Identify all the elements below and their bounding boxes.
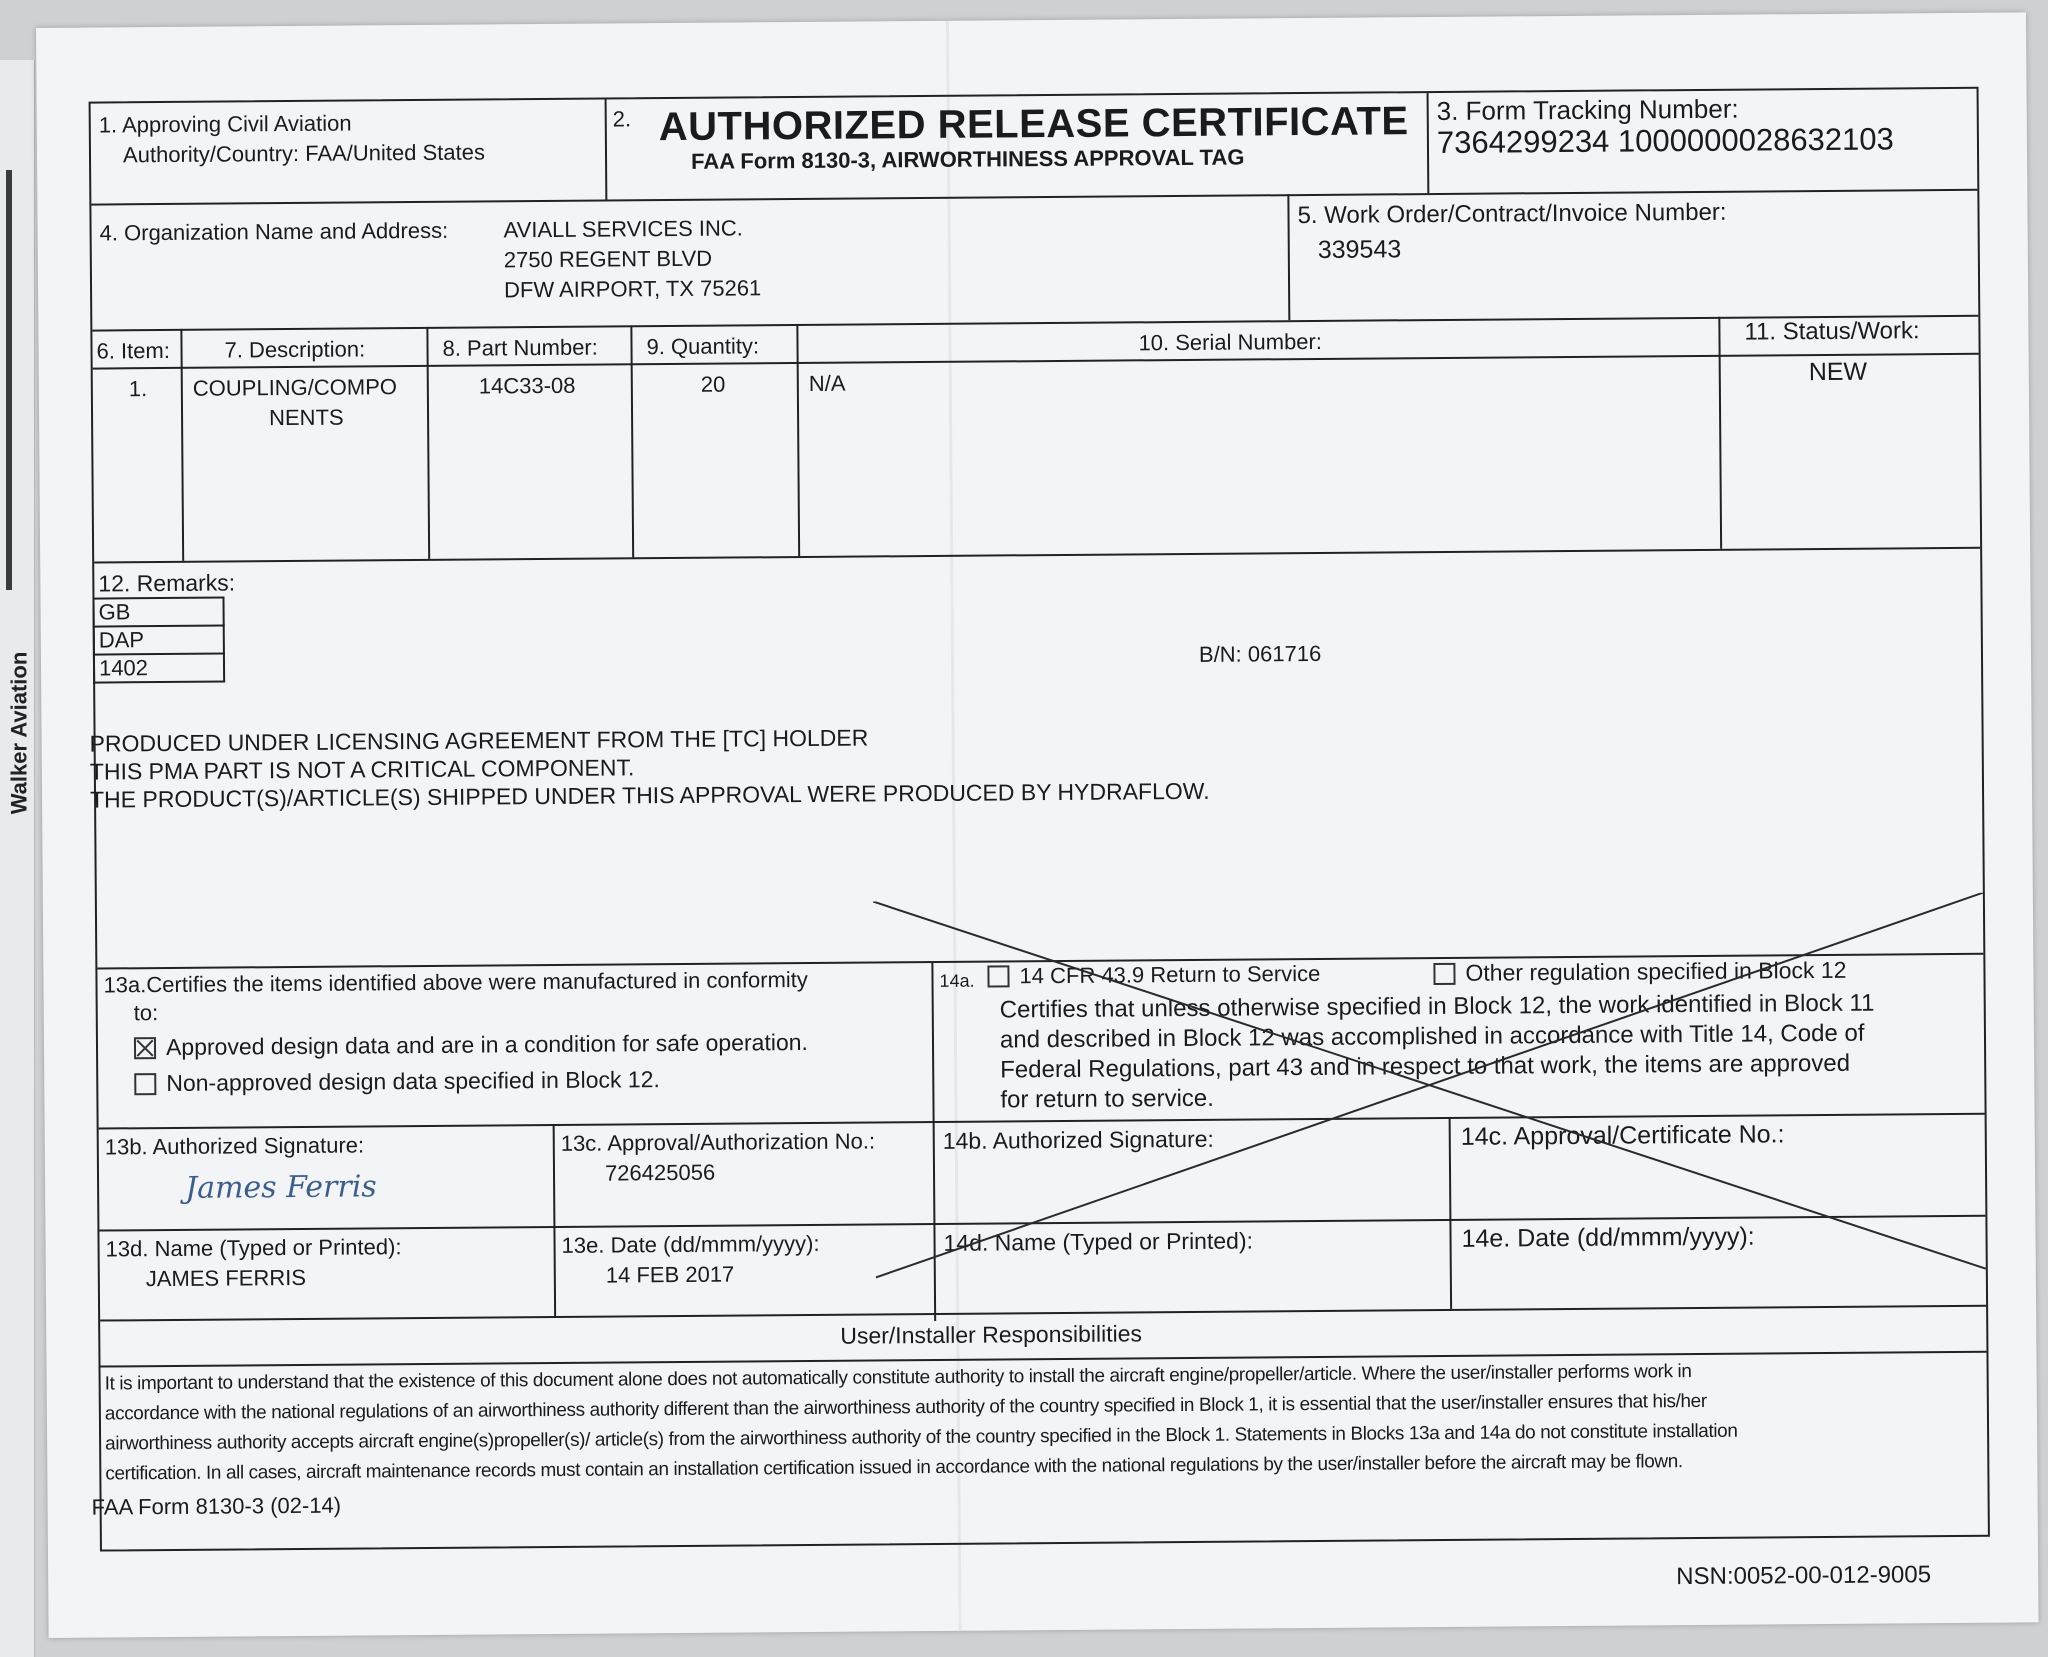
release-date: 14 FEB 2017 — [605, 1261, 735, 1288]
status-value: NEW — [1808, 357, 1868, 387]
block14-crossout — [873, 893, 1990, 1282]
remarks-code: 1402 — [94, 654, 224, 683]
description-line1: COUPLING/COMPO — [192, 374, 398, 401]
serial-number-value: N/A — [808, 370, 846, 396]
non-approved-design-option[interactable] — [134, 1065, 660, 1097]
part-number-header: 8. Part Number: — [442, 334, 598, 361]
responsibilities-line2: accordance with the national regulations of an airworthiness authority different than the airworthiness authority of the country specified in Block 1, it is essential that the user/installer ensures that his/her — [104, 1390, 1707, 1425]
work-order-number: 339543 — [1317, 235, 1402, 264]
responsibilities-title: User/Installer Responsibilities — [840, 1320, 1143, 1349]
approval-number: 726425056 — [604, 1159, 716, 1186]
remarks-code: GB — [93, 598, 223, 627]
block13e-label: 13e. Date (dd/mmm/yyyy): — [561, 1230, 820, 1258]
form-id: FAA Form 8130-3 (02-14) — [91, 1492, 342, 1520]
org-address-line1: 2750 REGENT BLVD — [503, 245, 713, 273]
remarks-line2: THIS PMA PART IS NOT A CRITICAL COMPONENT. — [89, 754, 635, 785]
remarks-line3: THE PRODUCT(S)/ARTICLE(S) SHIPPED UNDER THIS APPROVAL WERE PRODUCED BY HYDRAFLOW. — [89, 777, 1210, 813]
form-subtitle: FAA Form 8130-3, AIRWORTHINESS APPROVAL TAG — [690, 144, 1245, 174]
block14a-text3: Federal Regulations, part 43 and in respect to that work, the items are approved — [1000, 1049, 1851, 1084]
adjacent-document-strip — [0, 60, 35, 1657]
status-work-header: 11. Status/Work: — [1744, 317, 1920, 346]
block14a-text2: and described in Block 12 was accomplished in accordance with Title 14, Code of — [999, 1019, 1865, 1054]
other-regulation-text: Other regulation specified in Block 12 — [1465, 956, 1847, 986]
block1-label-line1: 1. Approving Civil Aviation — [98, 110, 352, 138]
quantity-header: 9. Quantity: — [646, 333, 760, 360]
block14a-number: 14a. — [939, 970, 975, 991]
block1-label-line2: Authority/Country: FAA/United States — [122, 139, 486, 168]
block13a-line1: 13a.Certifies the items identified above were manufactured in conformity — [103, 966, 808, 998]
block13d-label: 13d. Name (Typed or Printed): — [105, 1234, 402, 1262]
block2-number: 2. — [612, 106, 632, 132]
certificate-sheet — [36, 12, 2039, 1638]
description-header: 7. Description: — [224, 336, 366, 363]
approved-design-option[interactable] — [134, 1028, 808, 1061]
strip-dark-edge — [6, 170, 12, 590]
part-number-value: 14C33-08 — [478, 372, 576, 399]
block14d-label: 14d. Name (Typed or Printed): — [943, 1227, 1254, 1256]
item-number: 1. — [128, 376, 148, 402]
serial-number-header: 10. Serial Number: — [1138, 328, 1323, 356]
batch-number: B/N: 061716 — [1198, 640, 1322, 667]
non-approved-design-text: Non-approved design data specified in Block 12. — [166, 1066, 660, 1097]
responsibilities-line4: certification. In all cases, aircraft maintenance records must contain an installation certification issued in accordance with the national regulations by the user/installer before the aircraft may be flown. — [105, 1451, 1683, 1485]
responsibilities-line3: airworthiness authority accepts aircraft engine(s)propeller(s)/ article(s) from the airworthiness authority of the country specified in the Block 1. Statements in Blocks 13a and 14a do not constitute installation — [105, 1420, 1738, 1455]
remarks-code-table — [92, 597, 225, 684]
block14b-label: 14b. Authorized Signature: — [942, 1125, 1214, 1154]
adjacent-document-text: Walker Aviation — [6, 651, 32, 815]
org-name: AVIALL SERVICES INC. — [503, 215, 743, 243]
nsn-number: NSN:0052-00-012-9005 — [1676, 1561, 1932, 1591]
crossout-line — [873, 893, 1986, 1278]
return-to-service-text: 14 CFR 43.9 Return to Service — [1019, 960, 1321, 989]
form-title: AUTHORIZED RELEASE CERTIFICATE — [658, 99, 1409, 150]
block5-label: 5. Work Order/Contract/Invoice Number: — [1297, 198, 1727, 230]
remarks-line1: PRODUCED UNDER LICENSING AGREEMENT FROM THE [TC] HOLDER — [89, 724, 869, 757]
remarks-label: 12. Remarks: — [98, 569, 236, 597]
responsibilities-line1: It is important to understand that the existence of this document alone does not automatically constitute authority to install the aircraft engine/propeller/article. Where the user/installer performs work in — [104, 1361, 1692, 1395]
block4-label: 4. Organization Name and Address: — [99, 217, 449, 246]
signer-name: JAMES FERRIS — [145, 1264, 307, 1292]
org-address-line2: DFW AIRPORT, TX 75261 — [503, 275, 762, 303]
block14c-label: 14c. Approval/Certificate No.: — [1460, 1120, 1785, 1151]
tracking-number: 7364299234 1000000028632103 — [1436, 121, 1894, 161]
block3-label: 3. Form Tracking Number: — [1436, 93, 1739, 127]
non-approved-design-checkbox[interactable] — [134, 1073, 156, 1095]
block14e-label: 14e. Date (dd/mmm/yyyy): — [1461, 1222, 1755, 1253]
block13a-line2: to: — [133, 1000, 159, 1026]
authorized-signature: James Ferris — [184, 1169, 377, 1206]
approved-design-text: Approved design data and are in a condition for safe operation. — [165, 1028, 808, 1061]
description-line2: NENTS — [268, 404, 344, 431]
remarks-code: DAP — [94, 626, 224, 655]
certificate-form — [89, 87, 1990, 1552]
block13c-label: 13c. Approval/Authorization No.: — [560, 1128, 876, 1156]
block13b-label: 13b. Authorized Signature: — [104, 1132, 365, 1160]
block14a-text1: Certifies that unless otherwise specified in Block 12, the work identified in Block 11 — [999, 989, 1875, 1024]
approved-design-checkbox[interactable] — [134, 1037, 156, 1059]
item-header: 6. Item: — [96, 337, 170, 364]
block14a-text4: for return to service. — [1000, 1084, 1214, 1114]
quantity-value: 20 — [700, 371, 726, 397]
